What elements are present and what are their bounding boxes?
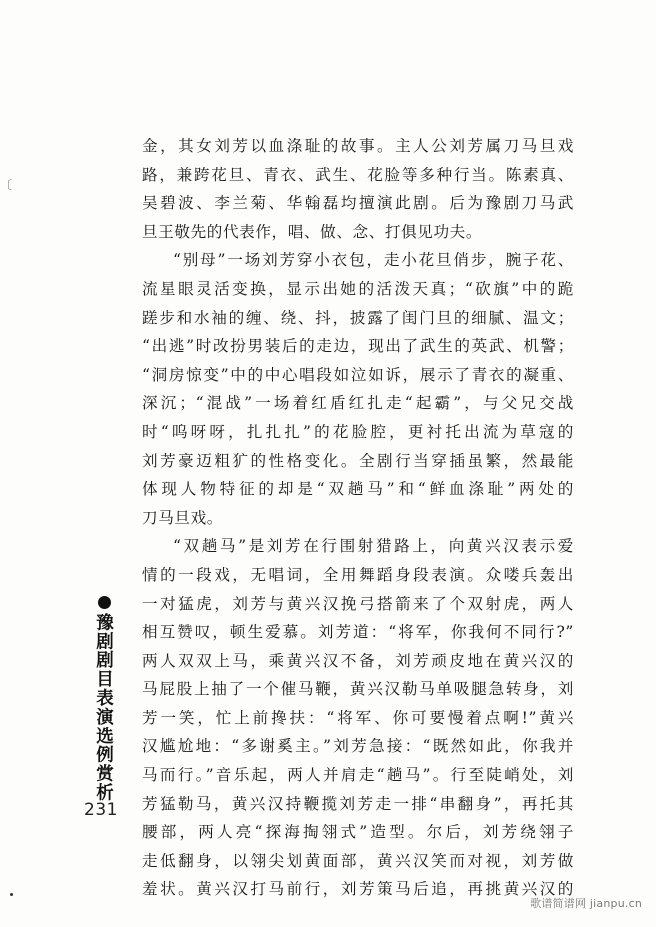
text-line: 刀马旦戏。 — [142, 508, 223, 527]
text-line: 刘芳豪迈粗犷的性格变化。全剧行当穿插虽繁，然最能 — [142, 451, 574, 470]
scan-speck — [10, 893, 13, 896]
text-line: 蹉步和水袖的缠、绕、抖，披露了闺门旦的细腻、温文； — [142, 308, 574, 327]
text-line: “出逃”时改扮男装后的走边，现出了武生的英武、机警； — [142, 337, 574, 356]
text-line: 情的一段戏，无唱词，全用舞蹈身段表演。众喽兵轰出 — [142, 565, 574, 584]
text-line: 流星眼灵活变换，显示出她的活泼天真；“砍旗”中的跪 — [142, 279, 574, 298]
text-line: 深沉；“混战”一场着红盾红扎走“起霸”，与父兄交战 — [142, 394, 574, 413]
text-line: “双趟马”是刘芳在行围射猎路上，向黄兴汉表示爱 — [173, 537, 574, 556]
text-line: 汉尴尬地：“多谢奚主。”刘芳急接：“既然如此，你我并 — [142, 737, 574, 756]
text-line: 旦王敬先的代表作，唱、做、念、打俱见功夫。 — [142, 222, 483, 241]
running-title: 豫剧剧目表演选例赏析 — [93, 613, 114, 802]
text-line: 羞状。黄兴汉打马前行，刘芳策马后追，再挑黄兴汉的 — [142, 880, 574, 899]
text-line: 金，其女刘芳以血涤耻的故事。主人公刘芳属刀马旦戏 — [142, 137, 574, 155]
text-line: 时“呜呀呀，扎扎扎”的花脸腔，更衬托出流为草寇的 — [142, 422, 574, 441]
text-line: 体现人物特征的却是“双趟马”和“鲜血涤耻”两处的 — [142, 480, 574, 499]
text-line: 吴碧波、李兰菊、华翰磊均擅演此剧。后为豫剧刀马武 — [142, 194, 574, 213]
text-line: 腰部，两人亮“探海掏翎式”造型。尔后，刘芳绕翎子 — [142, 823, 574, 842]
watermark: 歌谱简谱网 jianpu.cn — [530, 897, 642, 910]
page-number: 231 — [84, 800, 118, 820]
text-line: 相互赞叹，顿生爱慕。刘芳道：“将军，你我何不同行?” — [142, 623, 574, 642]
body-text — [142, 132, 574, 904]
text-line: “洞房惊变”中的中心唱段如泣如诉，展示了青衣的凝重、 — [142, 365, 574, 384]
text-line: 走低翻身，以翎尖划黄面部，黄兴汉笑而对视，刘芳做 — [142, 851, 574, 870]
text-line: 芳猛勒马，黄兴汉持鞭揽刘芳走一排“串翻身”，再托其 — [142, 794, 574, 813]
running-title-sidebar — [86, 596, 122, 802]
text-line: 路，兼跨花旦、青衣、武生、花脸等多种行当。陈素真、 — [142, 165, 574, 184]
text-line: 芳一笑，忙上前搀扶：“将军、你可要慢着点啊!”黄兴 — [142, 708, 574, 727]
text-line: 两人双双上马，乘黄兴汉不备，刘芳顽皮地在黄兴汉的 — [142, 651, 574, 670]
scan-artifact: 〔 — [0, 178, 13, 192]
text-line: 一对猛虎，刘芳与黄兴汉挽弓搭箭来了个双射虎，两人 — [142, 594, 574, 613]
text-line: “别母”一场刘芳穿小衣包，走小花旦俏步，腕子花、 — [173, 251, 574, 270]
text-line: 马屁股上抽了一个催马鞭，黄兴汉勒马单吸腿急转身，刘 — [142, 680, 574, 699]
bullet-dot-icon — [98, 596, 111, 609]
text-line: 马而行。”音乐起，两人并肩走“趟马”。行至陡峭处，刘 — [142, 766, 574, 785]
